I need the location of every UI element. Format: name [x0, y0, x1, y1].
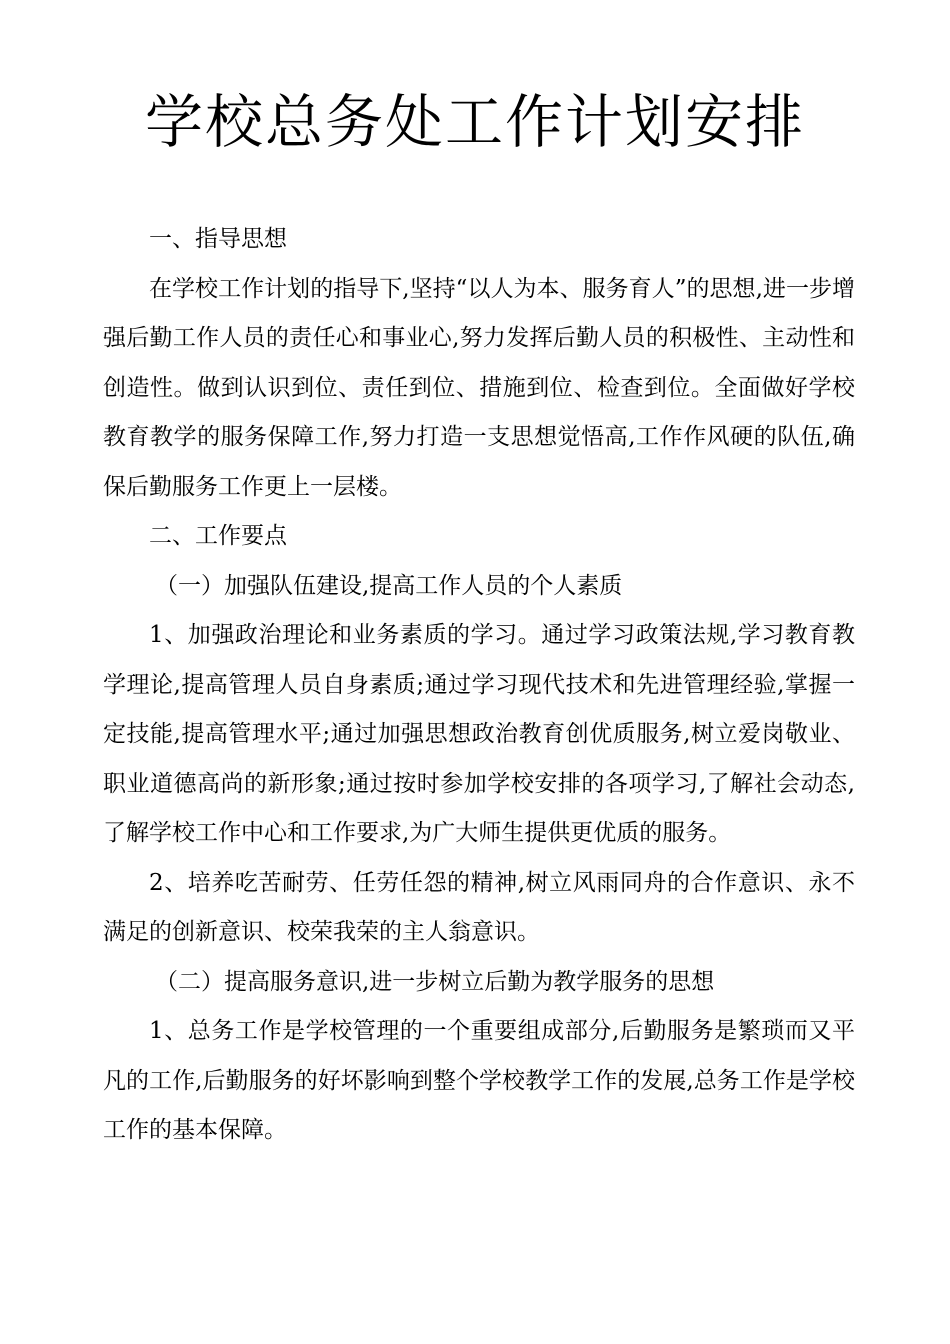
- section-heading-guiding-thought: 一、指导思想: [149, 226, 287, 252]
- paragraph-item-1-study: 1、加强政治理论和业务素质的学习。通过学习政策法规,学习教育教学理论,提高管理人员自身素质;通过学习现代技术和先进管理经验,掌握一定技能,提高管理水平;通过加强思想政治教育创优质服务,树立爱岗敬业、职业道德高尚的新形象;通过按时参加学校安排的各项学习,了解社会动态,了解学校工作中心和工作要求,为广大师生提供更优质的服务。: [103, 622, 855, 846]
- paragraph-item-2-spirit: 2、培养吃苦耐劳、任劳任怨的精神,树立风雨同舟的合作意识、永不满足的创新意识、校荣我荣的主人翁意识。: [103, 869, 855, 945]
- document-body: [103, 215, 855, 1156]
- subsection-heading-service-awareness: （二）提高服务意识,进一步树立后勤为教学服务的思想: [155, 968, 715, 995]
- document-title: 学校总务处工作计划安排: [144, 88, 805, 156]
- paragraph-item-1-general-affairs: 1、总务工作是学校管理的一个重要组成部分,后勤服务是繁琐而又平凡的工作,后勤服务的好坏影响到整个学校教学工作的发展,总务工作是学校工作的基本保障。: [103, 1018, 855, 1143]
- paragraph-guiding-thought: 在学校工作计划的指导下,坚持“以人为本、服务育人”的思想,进一步增强后勤工作人员的责任心和事业心,努力发挥后勤人员的积极性、主动性和创造性。做到认识到位、责任到位、措施到位、检查到位。全面做好学校教育教学的服务保障工作,努力打造一支思想觉悟高,工作作风硬的队伍,确保后勤服务工作更上一层楼。: [103, 275, 855, 500]
- subsection-heading-team-building: （一）加强队伍建设,提高工作人员的个人素质: [155, 572, 623, 599]
- section-heading-work-points: 二、工作要点: [149, 523, 287, 549]
